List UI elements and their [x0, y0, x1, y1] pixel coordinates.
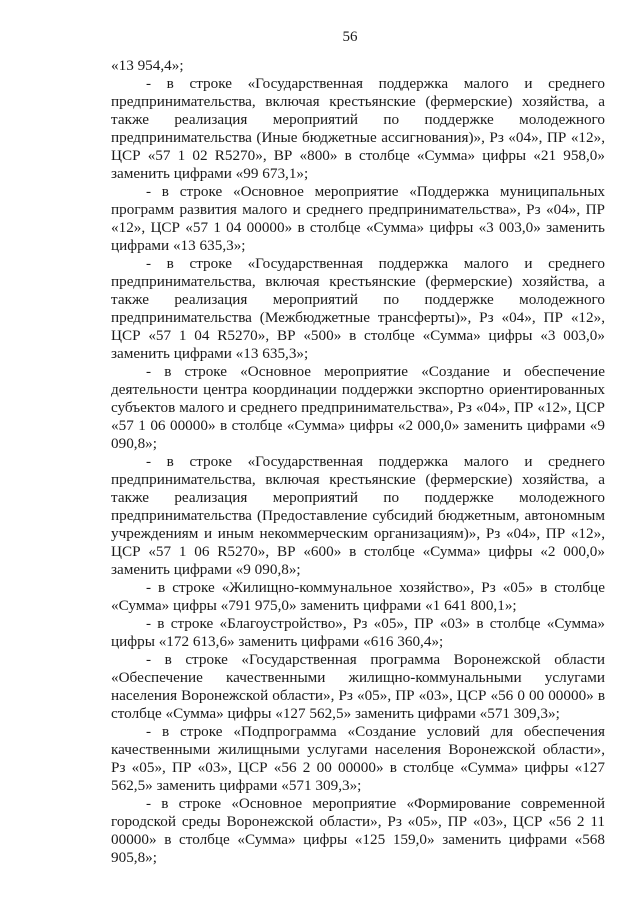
- page-number: 56: [342, 29, 358, 45]
- document-body: [111, 57, 605, 867]
- paragraph: - в строке «Основное мероприятие «Формирование современной городской среды Воронежской области», Рз «05», ПР «03», ЦСР «56 2 11 00000» в столбце «Сумма» цифры «125 159,0» заменить цифрами «568 905,8»;: [111, 795, 605, 866]
- paragraph: - в строке «Основное мероприятие «Поддержка муниципальных программ развития малого и среднего предпринимательства», Рз «04», ПР «12», ЦСР «57 1 04 00000» в столбце «Сумма» цифры «3 003,0» заменить цифрами «13 635,3»;: [111, 183, 605, 254]
- paragraph: - в строке «Государственная программа Воронежской области «Обеспечение качественными жилищно-коммунальными услугами населения Воронежской области», Рз «05», ПР «03», ЦСР «56 0 00 00000» в столбце «Сумма» цифры «127 562,5» заменить цифрами «571 309,3»;: [111, 651, 605, 722]
- paragraph-continuation: «13 954,4»;: [111, 57, 184, 74]
- paragraph: - в строке «Основное мероприятие «Создание и обеспечение деятельности центра координации поддержки экспортно ориентированных субъектов малого и среднего предпринимательства», Рз «04», ПР «12», ЦСР «57 1 06 00000» в столбце «Сумма» цифры «2 000,0» заменить цифрами «9 090,8»;: [111, 363, 605, 452]
- paragraph: - в строке «Благоустройство», Рз «05», ПР «03» в столбце «Сумма» цифры «172 613,6» заменить цифрами «616 360,4»;: [111, 615, 605, 650]
- paragraph: - в строке «Жилищно-коммунальное хозяйство», Рз «05» в столбце «Сумма» цифры «791 975,0» заменить цифрами «1 641 800,1»;: [111, 579, 605, 614]
- paragraph: - в строке «Государственная поддержка малого и среднего предпринимательства, включая крестьянские (фермерские) хозяйства, а также реализация мероприятий по поддержке молодежного предпринимательства (Иные бюджетные ассигнования)», Рз «04», ПР «12», ЦСР «57 1 02 R5270», ВР «800» в столбце «Сумма» цифры «21 958,0» заменить цифрами «99 673,1»;: [111, 75, 605, 182]
- paragraph: - в строке «Государственная поддержка малого и среднего предпринимательства, включая крестьянские (фермерские) хозяйства, а также реализация мероприятий по поддержке молодежного предпринимательства (Предоставление субсидий бюджетным, автономным учреждениям и иным некоммерческим организациям)», Рз «04», ПР «12», ЦСР «57 1 06 R5270», ВР «600» в столбце «Сумма» цифры «2 000,0» заменить цифрами «9 090,8»;: [111, 453, 605, 578]
- paragraph: - в строке «Государственная поддержка малого и среднего предпринимательства, включая крестьянские (фермерские) хозяйства, а также реализация мероприятий по поддержке молодежного предпринимательства (Межбюджетные трансферты)», Рз «04», ПР «12», ЦСР «57 1 04 R5270», ВР «500» в столбце «Сумма» цифры «3 003,0» заменить цифрами «13 635,3»;: [111, 255, 605, 362]
- paragraph: - в строке «Подпрограмма «Создание условий для обеспечения качественными жилищными услугами населения Воронежской области», Рз «05», ПР «03», ЦСР «56 2 00 00000» в столбце «Сумма» цифры «127 562,5» заменить цифрами «571 309,3»;: [111, 723, 605, 794]
